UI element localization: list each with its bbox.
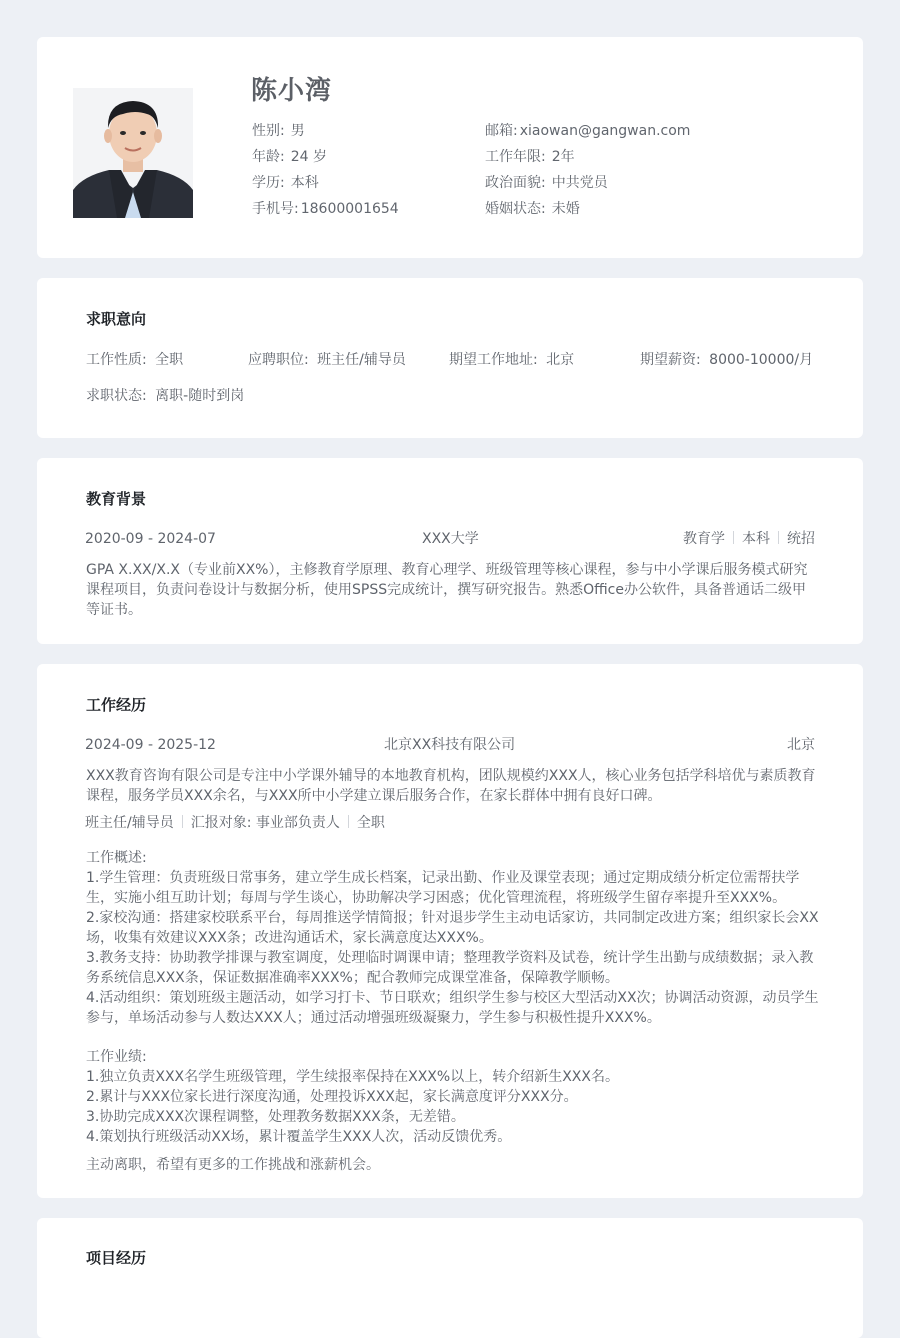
location-value: 北京 [546, 352, 575, 368]
marital-label: 婚姻状态: [485, 201, 546, 217]
education-description [86, 560, 821, 620]
job-type-item [86, 350, 183, 370]
overview-line: 4.活动组织：策划班级主题活动，如学习打卡、节日联欢；组织学生参与校区大型活动XX次；协调活动资源，动员学生 [86, 990, 819, 1006]
overview-line: 参与，单场活动参与人数达XXX人；通过活动增强班级凝聚力，学生参与积极性提升XXX%。 [86, 1010, 661, 1026]
person-avatar-icon [73, 88, 193, 218]
age-value: 24 岁 [290, 149, 327, 165]
overview-line: 工作概述: [86, 850, 147, 866]
gender-label: 性别: [252, 123, 285, 139]
job-type-value: 全职 [155, 352, 184, 368]
role-tag: 班主任/辅导员 [85, 815, 174, 831]
politics-label: 政治面貌: [485, 175, 546, 191]
politics-row [485, 170, 690, 196]
basic-info-right [485, 118, 690, 222]
work-city: 北京 [787, 737, 815, 753]
marital-value: 未婚 [551, 201, 580, 217]
marital-row [485, 196, 690, 222]
company-name: 北京XX科技有限公司 [384, 737, 516, 753]
email-value[interactable]: xiaowan@gangwan.com [519, 123, 691, 139]
candidate-name: 陈小湾 [251, 76, 333, 106]
status-label: 求职状态: [86, 388, 147, 404]
education-label: 学历: [252, 175, 285, 191]
achievement-line: 3.协助完成XXX次课程调整，处理教务数据XXX条，无差错。 [86, 1109, 465, 1125]
salary-value: 8000-10000/月 [709, 352, 814, 368]
experience-row [485, 144, 690, 170]
degree-tag: 本科 [742, 531, 770, 547]
section-title-intent: 求职意向 [86, 310, 147, 328]
education-card [37, 458, 863, 644]
location-label: 期望工作地址: [449, 352, 538, 368]
mode-tag: 统招 [787, 531, 815, 547]
education-value: 本科 [290, 175, 319, 191]
email-label: 邮箱: [485, 123, 518, 139]
profile-photo [73, 88, 193, 218]
section-title-education: 教育背景 [86, 490, 147, 508]
leave-reason: 主动离职，希望有更多的工作挑战和涨薪机会。 [86, 1157, 380, 1173]
company-desc-line: 课程，服务学员XXX余名，与XXX所中小学建立课后服务合作，在家长群体中拥有良好口碑。 [86, 788, 662, 804]
work-tags [85, 813, 385, 833]
education-desc-line: 课程项目，负责问卷设计与数据分析，使用SPSS完成统计，撰写研究报告。熟悉Office办公软件，具备普通话二级甲 [86, 582, 806, 598]
age-label: 年龄: [252, 149, 285, 165]
salary-item [640, 350, 813, 370]
work-experience-card [37, 664, 863, 1198]
position-label: 应聘职位: [248, 352, 309, 368]
status-value: 离职-随时到岗 [155, 388, 245, 404]
tag-divider [348, 815, 349, 828]
achievement-line: 4.策划执行班级活动XX场，累计覆盖学生XXX人次，活动反馈优秀。 [86, 1129, 512, 1145]
company-desc-line: XXX教育咨询有限公司是专注中小学课外辅导的本地教育机构，团队规模约XXX人，核心业务包括学科培优与素质教育 [86, 768, 816, 784]
work-overview [86, 848, 821, 1028]
education-desc-line: GPA X.XX/X.X（专业前XX%），主修教育学原理、教育心理学、班级管理等核心课程，参与中小学课后服务模式研究 [86, 562, 808, 578]
report-to-tag: 汇报对象: 事业部负责人 [190, 815, 340, 831]
section-title-work: 工作经历 [86, 696, 147, 714]
overview-line: 2.家校沟通：搭建家校联系平台，每周推送学情简报；针对退步学生主动电话家访，共同制定改进方案；组织家长会XX [86, 910, 819, 926]
gender-value: 男 [290, 123, 305, 139]
education-tags [683, 529, 815, 549]
work-period: 2024-09 - 2025-12 [85, 737, 216, 753]
job-type-label: 工作性质: [86, 352, 147, 368]
age-row [252, 144, 399, 170]
achievement-line: 工作业绩: [86, 1049, 147, 1065]
position-item [248, 350, 406, 370]
project-experience-card [37, 1218, 863, 1338]
tag-divider [778, 531, 779, 544]
company-description [86, 766, 821, 806]
phone-value: 18600001654 [300, 201, 399, 217]
politics-value: 中共党员 [551, 175, 608, 191]
basic-info-left [252, 118, 399, 222]
education-desc-line: 等证书。 [86, 602, 142, 618]
salary-label: 期望薪资: [640, 352, 701, 368]
overview-line: 务系统信息XXX条，保证数据准确率XXX%；配合教师完成课堂准备，保障教学顺畅。 [86, 970, 619, 986]
major-tag: 教育学 [683, 531, 725, 547]
tag-divider [182, 815, 183, 828]
overview-line: 场，收集有效建议XXX条；改进沟通话术，家长满意度达XXX%。 [86, 930, 493, 946]
overview-line: 3.教务支持：协助教学排课与教室调度，处理临时调课申请；整理教学资料及试卷，统计学生出勤与成绩数据；录入教 [86, 950, 814, 966]
job-intent-card [37, 278, 863, 438]
tag-divider [733, 531, 734, 544]
education-row [252, 170, 399, 196]
gender-row [252, 118, 399, 144]
section-title-project: 项目经历 [86, 1249, 147, 1267]
school-name: XXX大学 [422, 531, 479, 547]
position-value: 班主任/辅导员 [317, 352, 406, 368]
work-achievements [86, 1047, 821, 1147]
experience-label: 工作年限: [485, 149, 546, 165]
phone-row [252, 196, 399, 222]
profile-card [37, 37, 863, 258]
achievement-line: 1.独立负责XXX名学生班级管理，学生续报率保持在XXX%以上，转介绍新生XXX名。 [86, 1069, 619, 1085]
overview-line: 生，实施小组互助计划；每周与学生谈心，协助解决学习困惑；优化管理流程，将班级学生留存率提升至XXX%。 [86, 890, 787, 906]
overview-line: 1.学生管理：负责班级日常事务，建立学生成长档案，记录出勤、作业及课堂表现；通过定期成绩分析定位需帮扶学 [86, 870, 800, 886]
status-item [86, 386, 244, 406]
achievement-line: 2.累计与XXX位家长进行深度沟通，处理投诉XXX起，家长满意度评分XXX分。 [86, 1089, 578, 1105]
job-type-tag: 全职 [356, 815, 385, 831]
education-period: 2020-09 - 2024-07 [85, 531, 216, 547]
location-item [449, 350, 574, 370]
phone-label: 手机号: [252, 201, 299, 217]
experience-value: 2年 [551, 149, 575, 165]
email-row [485, 118, 690, 144]
